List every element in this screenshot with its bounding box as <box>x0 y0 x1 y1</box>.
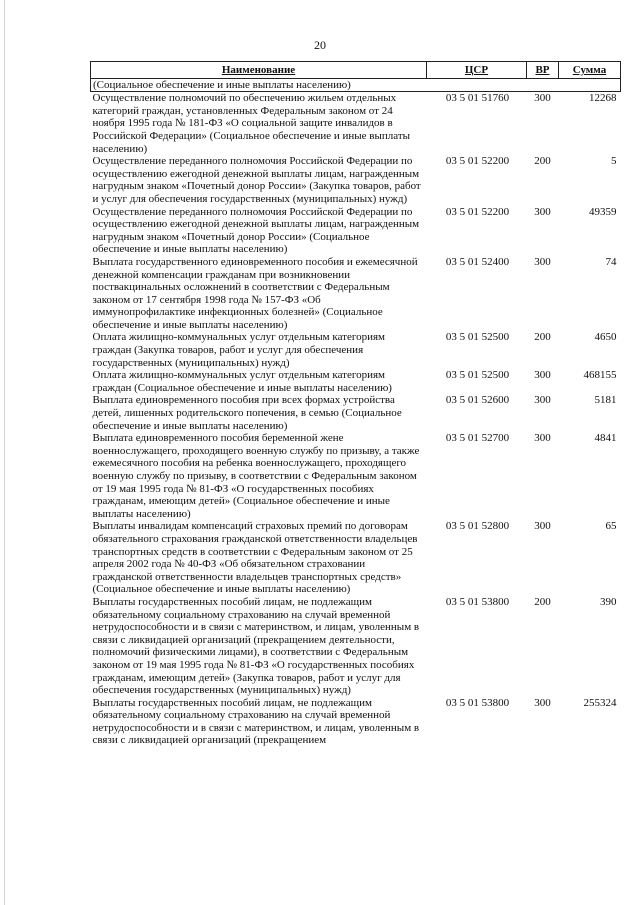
row-vr: 200 <box>534 155 551 168</box>
row-name: Оплата жилищно-коммунальных услуг отдельным категориям граждан (Закупка товаров, работ и услуг для обеспечения государственных (муниципальных) нужд) <box>92 331 386 369</box>
row-csr: 03 5 01 52500 <box>445 331 510 344</box>
row-name: Выплаты инвалидам компенсаций страховых премий по договорам обязательного страхования гражданской ответственности владельцев транспортных средств в соответствии с Федеральным законом от 25 апреля 2002 года № 40-ФЗ «Об обязательном страховании гражданской ответственности владельцев транспортных средств» (Социальное обеспечение и иные выплаты населению) <box>92 520 418 596</box>
row-sum: 255324 <box>583 696 617 709</box>
row-csr: 03 5 01 52400 <box>445 255 510 268</box>
row-vr: 300 <box>534 432 551 445</box>
row-vr: 300 <box>534 255 551 268</box>
table-row <box>91 78 621 92</box>
row-name: (Социальное обеспечение и иные выплаты населению) <box>91 78 427 92</box>
row-name: Осуществление полномочий по обеспечению жильем отдельных категорий граждан, установленных Федеральным законом от 24 ноября 1995 года № 181-ФЗ «О социальной защите инвалидов в Российской Федерации» (Социальное обеспечение и иные выплаты населению) <box>92 92 411 155</box>
table-row <box>91 520 621 596</box>
row-sum: 4650 <box>594 331 617 344</box>
row-csr: 03 5 01 52600 <box>445 394 510 407</box>
row-vr: 300 <box>534 696 551 709</box>
row-sum: 468155 <box>583 369 617 382</box>
row-vr: 200 <box>534 595 551 608</box>
table-row <box>91 394 621 432</box>
row-csr: 03 5 01 52700 <box>445 432 510 445</box>
budget-table <box>90 61 621 747</box>
table-row <box>91 331 621 369</box>
row-sum: 390 <box>600 595 617 608</box>
table-row <box>91 596 621 697</box>
row-name: Выплаты государственных пособий лицам, не подлежащим обязательному социальному страхованию на случай временной нетрудоспособности и в связи с материнством, и лицам, уволенным в связи с ликвидацией организаций (прекращением <box>92 696 420 747</box>
row-sum: 12268 <box>589 92 617 105</box>
header-csr: ЦСР <box>427 62 527 79</box>
table-row <box>91 155 621 205</box>
row-sum: 49359 <box>589 205 617 218</box>
row-name: Оплата жилищно-коммунальных услуг отдельным категориям граждан (Социальное обеспечение и иные выплаты населению) <box>92 369 392 394</box>
row-csr: 03 5 01 52800 <box>445 520 510 533</box>
table-row <box>91 206 621 256</box>
row-csr: 03 5 01 52200 <box>445 155 510 168</box>
table-row <box>91 432 621 520</box>
header-name: Наименование <box>91 62 427 79</box>
row-csr <box>427 78 527 92</box>
row-name: Выплата государственного единовременного пособия и ежемесячной денежной компенсации гражданам при возникновении поствакцинальных осложнений в соответствии с Федеральным законом от 17 сентября 1998 года № 157-ФЗ «Об иммунопрофилактике инфекционных болезней» (Социальное обеспечение и иные выплаты населению) <box>92 255 418 331</box>
header-sum: Сумма <box>559 62 621 79</box>
table-row <box>91 256 621 332</box>
row-sum: 74 <box>605 255 617 268</box>
row-csr: 03 5 01 53800 <box>445 595 510 608</box>
row-vr: 300 <box>534 394 551 407</box>
row-csr: 03 5 01 52500 <box>445 369 510 382</box>
row-sum: 5181 <box>594 394 617 407</box>
row-sum <box>559 78 621 92</box>
header-vr: ВР <box>527 62 559 79</box>
row-sum: 5 <box>611 155 617 168</box>
row-vr: 300 <box>534 369 551 382</box>
table-row <box>91 92 621 155</box>
row-sum: 65 <box>605 520 617 533</box>
row-name: Выплаты государственных пособий лицам, не подлежащим обязательному социальному страхованию на случай временной нетрудоспособности и в связи с материнством, и лицам, уволенным в связи с ликвидацией организаций (прекращением деятельности, полномочий физическими лицами), в соответствии с Федеральным законом от 19 мая 1995 года № 81-ФЗ «О государственных пособиях гражданам, имеющим детей» (Закупка товаров, работ и услуг для обеспечения государственных (муниципальных) нужд) <box>92 595 420 697</box>
row-csr: 03 5 01 51760 <box>445 92 510 105</box>
row-name: Осуществление переданного полномочия Российской Федерации по осуществлению ежегодной денежной выплаты лицам, награжденным нагрудным знаком «Почетный донор России» (Закупка товаров, работ и услуг для обеспечения государственных (муниципальных) нужд) <box>92 155 421 205</box>
table-row <box>91 697 621 747</box>
row-name: Осуществление переданного полномочия Российской Федерации по осуществлению ежегодной денежной выплаты лицам, награжденным нагрудным знаком «Почетный донор России» (Социальное обеспечение и иные выплаты населению) <box>92 205 420 256</box>
row-vr: 300 <box>534 520 551 533</box>
row-vr <box>527 78 559 92</box>
row-name: Выплата единовременного пособия при всех формах устройства детей, лишенных родительского попечения, в семью (Социальное обеспечение и иные выплаты населению) <box>92 394 402 432</box>
page-number: 20 <box>314 38 326 52</box>
row-csr: 03 5 01 53800 <box>445 696 510 709</box>
row-vr: 300 <box>534 205 551 218</box>
row-vr: 300 <box>534 92 551 105</box>
scan-edge <box>4 0 5 905</box>
row-name: Выплата единовременного пособия беременной жене военнослужащего, проходящего военную службу по призыву, а также ежемесячного пособия на ребенка военнослужащего, проходящего военную службу по призыву, в соответствии с Федеральным законом от 19 мая 1995 года № 81-ФЗ «О государственных пособиях гражданам, имеющим детей» (Социальное обеспечение и иные выплаты населению) <box>92 432 420 520</box>
row-vr: 200 <box>534 331 551 344</box>
table-header-row <box>91 62 621 79</box>
row-sum: 4841 <box>594 432 617 445</box>
row-csr: 03 5 01 52200 <box>445 205 510 218</box>
table-row <box>91 369 621 394</box>
